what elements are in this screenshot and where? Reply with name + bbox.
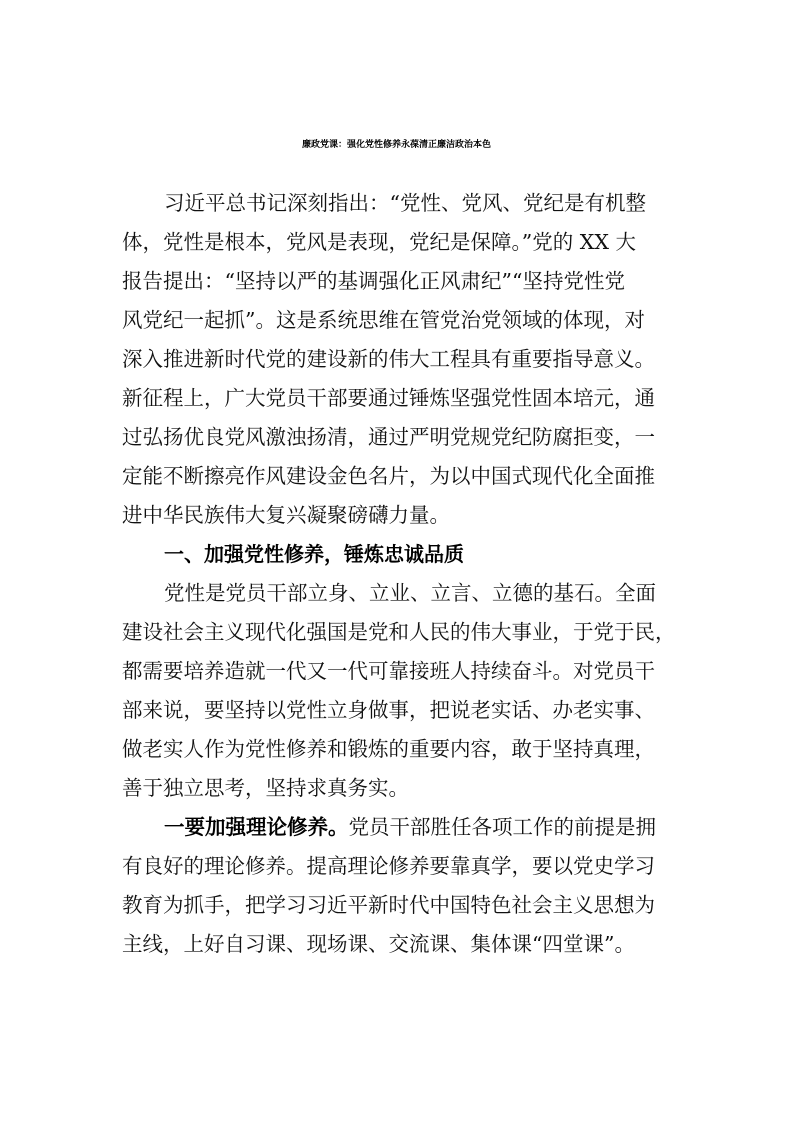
paragraph-line: 风党纪一起抓”。这是系统思维在管党治党领域的体现，对	[122, 308, 645, 332]
paragraph-line: 定能不断擦亮作风建设金色名片，为以中国式现代化全面推	[122, 464, 655, 488]
paragraph-line: 报告提出：“坚持以严的基调强化正风肃纪”“坚持党性党	[122, 269, 625, 293]
paragraph-lead: 一要加强理论修养。	[164, 815, 349, 839]
section-heading: 一、加强党性修养，锤炼忠诚品质	[164, 542, 464, 566]
paragraph-line: 建设社会主义现代化强国是党和人民的伟大事业，于党于民，	[122, 620, 676, 644]
paragraph-line: 习近平总书记深刻指出：“党性、党风、党纪是有机整	[164, 191, 646, 215]
paragraph-line: 体，党性是根本，党风是表现，党纪是保障。”党的 XX 大	[122, 230, 636, 254]
paragraph-line: 部来说，要坚持以党性立身做事，把说老实话、办老实事、	[122, 698, 655, 722]
paragraph-line: 都需要培养造就一代又一代可靠接班人持续奋斗。对党员干	[122, 659, 655, 683]
paragraph-line-with-lead	[164, 814, 656, 840]
paragraph-line: 进中华民族伟大复兴凝聚磅礴力量。	[122, 503, 450, 527]
paragraph-line: 党性是党员干部立身、立业、立言、立德的基石。全面	[164, 581, 656, 605]
paragraph-line: 做老实人作为党性修养和锻炼的重要内容，敢于坚持真理，	[122, 737, 655, 761]
paragraph-line: 过弘扬优良党风激浊扬清，通过严明党规党纪防腐拒变，一	[122, 425, 655, 449]
document-title: 廉政党课：强化党性修养永葆清正廉洁政治本色	[301, 140, 491, 150]
paragraph-line: 有良好的理论修养。提高理论修养要靠真学，要以党史学习	[122, 854, 655, 878]
paragraph-line: 深入推进新时代党的建设新的伟大工程具有重要指导意义。	[122, 347, 655, 371]
paragraph-line: 善于独立思考，坚持求真务实。	[122, 776, 409, 800]
paragraph-line: 教育为抓手，把学习习近平新时代中国特色社会主义思想为	[122, 893, 655, 917]
paragraph-line: 新征程上，广大党员干部要通过锤炼坚强党性固本培元，通	[122, 386, 655, 410]
paragraph-text: 党员干部胜任各项工作的前提是拥	[348, 815, 656, 839]
paragraph-line: 主线，上好自习课、现场课、交流课、集体课“四堂课”。	[122, 932, 635, 956]
